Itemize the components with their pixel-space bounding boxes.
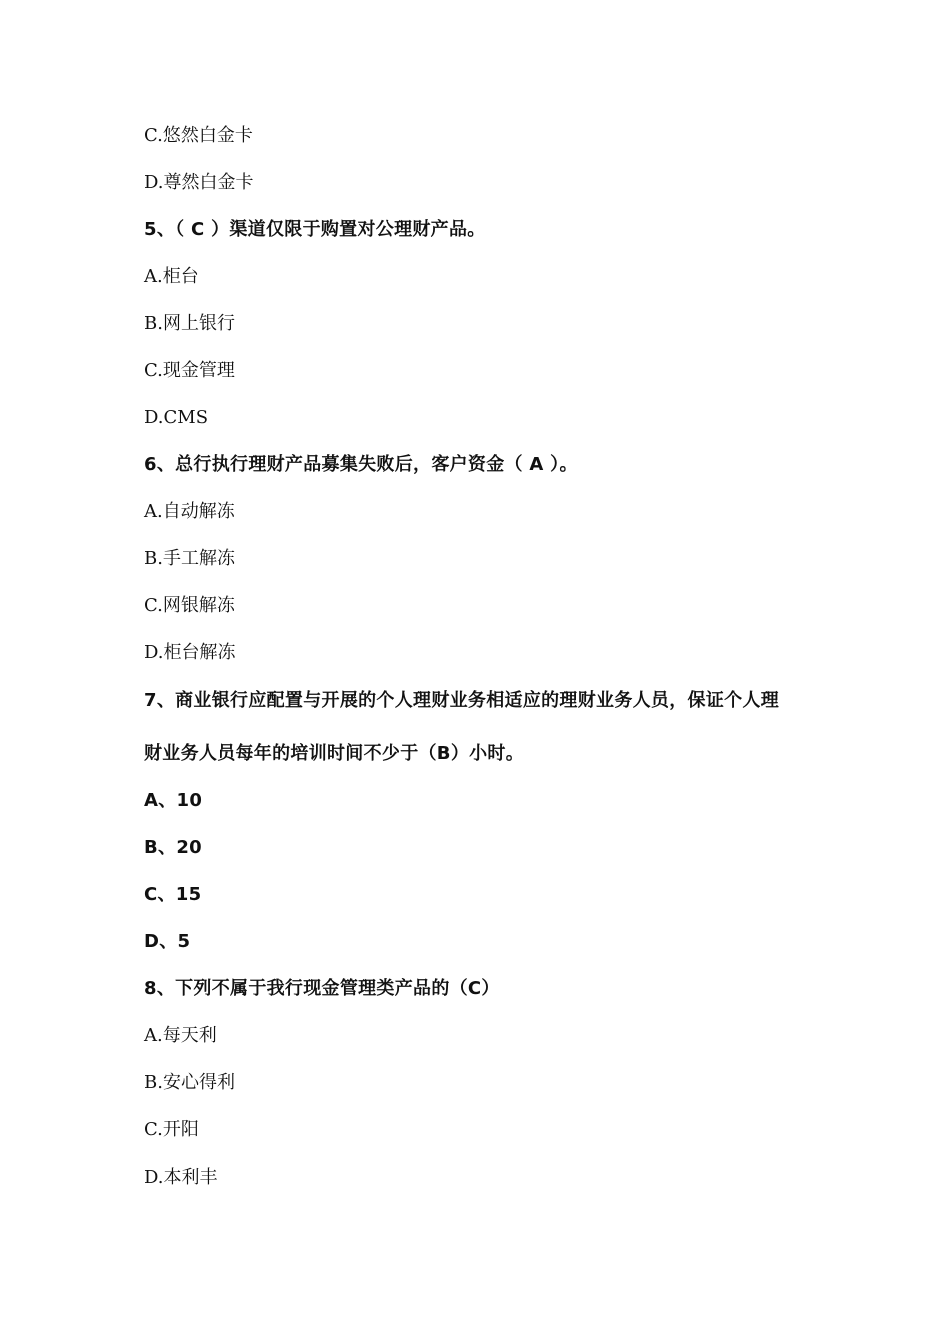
option-a-q7: A、10 bbox=[144, 790, 203, 811]
question-5: 5、（ C ）渠道仅限于购置对公理财产品。 bbox=[144, 219, 486, 240]
option-b-q8: B.安心得利 bbox=[144, 1072, 235, 1093]
option-c-q7: C、15 bbox=[144, 884, 202, 905]
option-c-q6: C.网银解冻 bbox=[144, 595, 235, 616]
option-b-q5: B.网上银行 bbox=[144, 313, 235, 334]
option-c-q5: C.现金管理 bbox=[144, 360, 235, 381]
option-a-q5: A.柜台 bbox=[144, 266, 199, 287]
option-d-q4: D.尊然白金卡 bbox=[144, 172, 254, 193]
option-c-q4: C.悠然白金卡 bbox=[144, 125, 253, 146]
option-b-q7: B、20 bbox=[144, 837, 202, 858]
option-c-q8: C.开阳 bbox=[144, 1119, 199, 1140]
option-d-q7: D、5 bbox=[144, 931, 191, 952]
option-d-q6: D.柜台解冻 bbox=[144, 642, 236, 663]
question-7-line-2: 财业务人员每年的培训时间不少于（B）小时。 bbox=[144, 743, 525, 764]
option-d-q5: D.CMS bbox=[144, 407, 209, 428]
option-d-q8: D.本利丰 bbox=[144, 1167, 218, 1188]
option-a-q6: A.自动解冻 bbox=[144, 501, 235, 522]
question-7-line-1: 7、商业银行应配置与开展的个人理财业务相适应的理财业务人员，保证个人理 bbox=[144, 690, 780, 711]
question-8: 8、下列不属于我行现金管理类产品的（C） bbox=[144, 978, 500, 999]
option-b-q6: B.手工解冻 bbox=[144, 548, 235, 569]
question-6: 6、总行执行理财产品募集失败后，客户资金（ A ）。 bbox=[144, 454, 578, 475]
option-a-q8: A.每天利 bbox=[144, 1025, 217, 1046]
